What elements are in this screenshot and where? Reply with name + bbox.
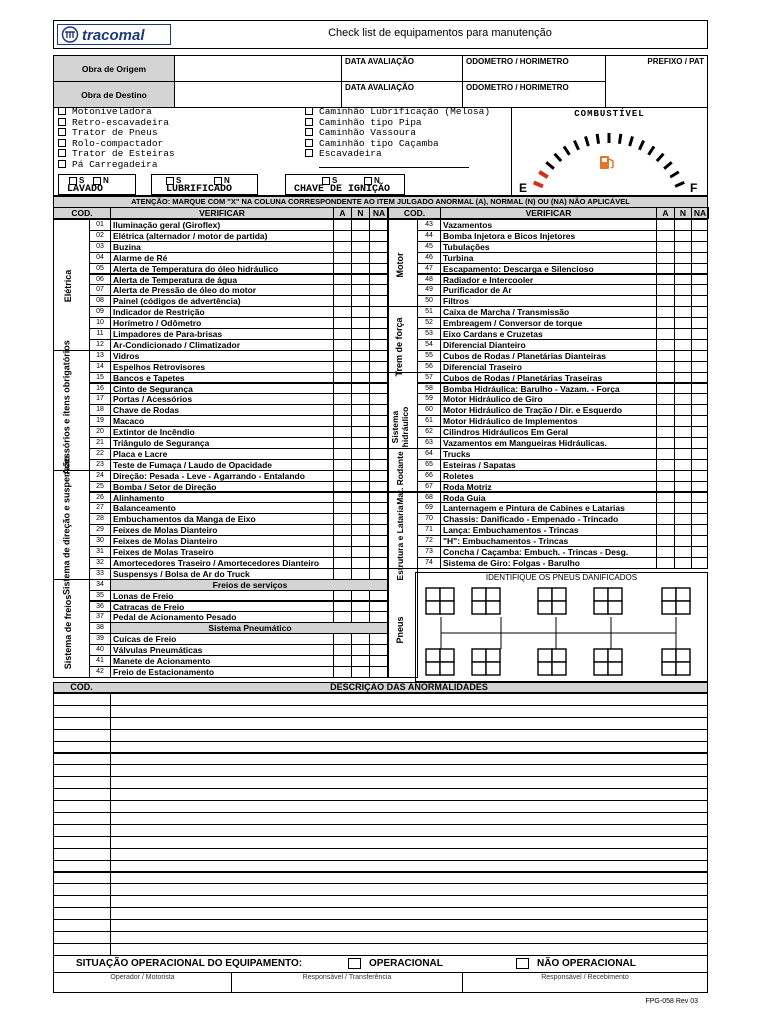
- fuel-gauge-box: [511, 107, 708, 196]
- item-code: 55: [417, 350, 441, 362]
- tire-box: [538, 649, 566, 675]
- item-code: 13: [89, 350, 111, 362]
- gauge-tick: [546, 162, 554, 168]
- gauge-tick: [639, 141, 643, 150]
- item-code: 63: [417, 437, 441, 449]
- lavado-s-label: S: [79, 176, 85, 185]
- tire-box: [662, 588, 690, 614]
- equipment-checkbox[interactable]: [58, 128, 66, 136]
- item-label: Limpadores de Para-brisas: [110, 328, 334, 340]
- group-trem: Trem de força: [394, 317, 404, 377]
- odometro-origem-field[interactable]: [462, 55, 606, 82]
- column-header: A: [656, 207, 675, 219]
- item-code: 10: [89, 317, 111, 329]
- item-code: 09: [89, 306, 111, 318]
- equipment-checkbox[interactable]: [58, 118, 66, 126]
- anomaly-description-field[interactable]: [110, 943, 708, 956]
- check-n[interactable]: [674, 557, 692, 569]
- chave-s-label: S: [332, 176, 338, 185]
- item-code: 07: [89, 284, 111, 296]
- signature-recebimento[interactable]: [462, 972, 708, 993]
- sig3-label: Responsável / Recebimento: [541, 974, 629, 981]
- nao-operacional-label: NÃO OPERACIONAL: [537, 958, 636, 970]
- item-code: 38: [89, 622, 111, 634]
- item-label: Caixa de Marcha / Transmissão: [440, 306, 657, 318]
- item-code: 61: [417, 415, 441, 427]
- item-code: 40: [89, 644, 111, 656]
- item-code: 47: [417, 263, 441, 275]
- item-code: 37: [89, 611, 111, 623]
- column-header: COD.: [388, 207, 441, 219]
- item-code: 74: [417, 557, 441, 569]
- equipment-checkbox[interactable]: [305, 149, 313, 157]
- item-label: Manete de Acionamento: [110, 655, 334, 667]
- lubrificado-n-label: N: [224, 176, 230, 185]
- group-direcao: Sistema de direção e suspensão: [61, 455, 72, 596]
- item-label: Vazamentos: [440, 219, 657, 231]
- lavado-group: [58, 174, 136, 195]
- equipment-label: Trator de Pneus: [72, 127, 158, 138]
- odometro-destino-field[interactable]: [462, 81, 606, 108]
- item-label: Catracas de Freio: [110, 601, 334, 613]
- item-code: 20: [89, 426, 111, 438]
- item-code: 30: [89, 535, 111, 547]
- item-code: 45: [417, 241, 441, 253]
- prefixo-label: PREFIXO / PAT: [647, 57, 704, 66]
- item-code: 59: [417, 393, 441, 405]
- item-label: Cubos de Rodas / Planetárias Traseiras: [440, 372, 657, 384]
- item-label: Embuchamentos da Manga de Eixo: [110, 513, 334, 525]
- column-header: NA: [691, 207, 709, 219]
- page-title: Check list de equipamentos para manutenção: [328, 27, 552, 39]
- item-label: Indicador de Restrição: [110, 306, 334, 318]
- gauge-tick: [630, 136, 633, 146]
- item-code: 70: [417, 513, 441, 525]
- item-code: 52: [417, 317, 441, 329]
- item-code: 33: [89, 568, 111, 580]
- item-label: Escapamento: Descarga e Silencioso: [440, 263, 657, 275]
- item-label: Triângulo de Segurança: [110, 437, 334, 449]
- item-code: 50: [417, 295, 441, 307]
- item-code: 03: [89, 241, 111, 253]
- item-label: Bomba / Setor de Direção: [110, 481, 334, 493]
- chave-group: [285, 174, 405, 195]
- gauge-tick: [539, 172, 548, 177]
- item-label: Alerta de Temperatura de água: [110, 274, 334, 286]
- group-hidraulico: Sistema hidráulico: [390, 406, 410, 448]
- item-label: Bancos e Tapetes: [110, 372, 334, 384]
- column-header: VERIFICAR: [440, 207, 657, 219]
- anomaly-code-field[interactable]: [53, 943, 111, 956]
- tires-title: IDENTIFIQUE OS PNEUS DANIFICADOS: [485, 573, 638, 582]
- item-label: Suspensys / Bolsa de Ar do Truck: [110, 568, 334, 580]
- fuel-full-label: F: [690, 181, 698, 195]
- item-code: 26: [89, 492, 111, 504]
- item-label: Alinhamento: [110, 492, 334, 504]
- item-label: Freios de serviços: [110, 579, 388, 591]
- equipment-label: Caminhão tipo Caçamba: [319, 137, 439, 149]
- equipment-checkbox[interactable]: [58, 160, 66, 168]
- column-header: COD.: [53, 207, 111, 219]
- equipment-label: Escavadeira: [319, 148, 382, 159]
- item-code: 04: [89, 252, 111, 264]
- item-label: Lança: Embuchamentos - Trincas: [440, 524, 657, 536]
- item-label: Bomba Hidráulica: Barulho - Vazam. - Força: [440, 383, 657, 395]
- item-code: 69: [417, 502, 441, 514]
- chave-n-label: N: [374, 176, 380, 185]
- column-header: VERIFICAR: [110, 207, 334, 219]
- item-code: 43: [417, 219, 441, 231]
- item-code: 65: [417, 459, 441, 471]
- origem-input[interactable]: [174, 55, 342, 82]
- item-label: Ar-Condicionado / Climatizador: [110, 339, 334, 351]
- item-label: Alerta de Pressão de óleo do motor: [110, 284, 334, 296]
- item-code: 25: [89, 481, 111, 493]
- item-label: Macaco: [110, 415, 334, 427]
- gauge-tick: [675, 182, 684, 186]
- tire-box: [662, 649, 690, 675]
- item-label: Chave de Rodas: [110, 404, 334, 416]
- item-code: 15: [89, 372, 111, 384]
- item-label: Diferencial Traseiro: [440, 361, 657, 373]
- equipment-list-left: [58, 107, 288, 170]
- odometro-label-1: ODOMETRO / HORIMETRO: [466, 57, 569, 66]
- item-code: 42: [89, 666, 111, 678]
- origem-label-cell: [53, 55, 175, 82]
- item-code: 32: [89, 557, 111, 569]
- item-code: 14: [89, 361, 111, 373]
- column-header: N: [674, 207, 692, 219]
- odometro-label-2: ODOMETRO / HORIMETRO: [466, 83, 569, 92]
- item-code: 06: [89, 274, 111, 286]
- item-label: Elétrica (alternador / motor de partida): [110, 230, 334, 242]
- group-rodante: Mat. Rodante: [395, 451, 405, 505]
- item-label: Roda Motriz: [440, 481, 657, 493]
- form-code: FPG-058 Rev 03: [645, 998, 698, 1005]
- gauge-tick: [649, 146, 654, 154]
- item-code: 60: [417, 404, 441, 416]
- column-header: N: [351, 207, 370, 219]
- equipment-label: Pá Carregadeira: [72, 158, 158, 170]
- item-label: Buzina: [110, 241, 334, 253]
- item-code: 73: [417, 546, 441, 558]
- item-label: Trucks: [440, 448, 657, 460]
- item-code: 01: [89, 219, 111, 231]
- item-code: 12: [89, 339, 111, 351]
- gauge-tick: [664, 162, 672, 168]
- operacional-label: OPERACIONAL: [369, 958, 443, 970]
- item-code: 62: [417, 426, 441, 438]
- item-label: Feixes de Molas Dianteiro: [110, 535, 334, 547]
- item-label: Vidros: [110, 350, 334, 362]
- item-code: 19: [89, 415, 111, 427]
- item-code: 21: [89, 437, 111, 449]
- equipment-label: [319, 160, 469, 168]
- item-code: 66: [417, 470, 441, 482]
- item-label: Feixes de Molas Dianteiro: [110, 524, 334, 536]
- tire-box: [426, 649, 454, 675]
- equipment-label: Caminhão Lubrificação (Melosa): [319, 106, 491, 117]
- data-label-2: DATA AVALIAÇÃO: [345, 83, 415, 92]
- item-code: 56: [417, 361, 441, 373]
- item-code: 34: [89, 579, 111, 591]
- tire-box: [594, 649, 622, 675]
- item-code: 36: [89, 601, 111, 613]
- item-code: 49: [417, 284, 441, 296]
- item-code: 54: [417, 339, 441, 351]
- gauge-tick: [555, 154, 562, 161]
- item-code: 39: [89, 633, 111, 645]
- item-code: 41: [89, 655, 111, 667]
- item-code: 51: [417, 306, 441, 318]
- item-code: 67: [417, 481, 441, 493]
- lubrificado-label: LUBRIFICADO: [166, 184, 233, 195]
- fuel-gauge-icon[interactable]: [512, 120, 707, 196]
- item-label: Radiador e Intercooler: [440, 274, 657, 286]
- item-label: Espelhos Retrovisores: [110, 361, 334, 373]
- check-n[interactable]: [351, 666, 370, 678]
- data-label-1: DATA AVALIAÇÃO: [345, 57, 415, 66]
- equipment-option[interactable]: [305, 149, 515, 160]
- item-code: 05: [89, 263, 111, 275]
- lubrificado-group: [151, 174, 258, 195]
- tire-box: [426, 588, 454, 614]
- logo-text: tracomal: [82, 27, 145, 44]
- equipment-label: Caminhão Vassoura: [319, 127, 416, 138]
- origem-label: Obra de Origem: [81, 64, 147, 74]
- item-label: Válvulas Pneumáticas: [110, 644, 334, 656]
- equipment-checkbox[interactable]: [305, 107, 313, 115]
- item-code: 58: [417, 383, 441, 395]
- fuel-pump-icon: [600, 156, 613, 169]
- equipment-checkbox[interactable]: [58, 149, 66, 157]
- equipment-option[interactable]: [58, 160, 288, 171]
- lavado-n-label: N: [103, 176, 109, 185]
- item-code: 57: [417, 372, 441, 384]
- check-a[interactable]: [656, 557, 675, 569]
- item-code: 16: [89, 383, 111, 395]
- item-label: Concha / Caçamba: Embuch. - Trincas - Desg.: [440, 546, 657, 558]
- item-code: 31: [89, 546, 111, 558]
- item-code: 24: [89, 470, 111, 482]
- item-code: 72: [417, 535, 441, 547]
- item-code: 71: [417, 524, 441, 536]
- attention-text: ATENÇÃO: MARQUE COM "X" NA COLUNA CORRESPONDENTE AO ITEM JULGADO ANORMAL (A), NORMAL (N) OU (NA) NÃO APLICÁVEL: [131, 197, 630, 206]
- equipment-label: Rolo-compactador: [72, 137, 164, 149]
- group-pneus: Pneus: [395, 616, 405, 644]
- item-code: 35: [89, 590, 111, 602]
- check-na[interactable]: [691, 557, 708, 569]
- destino-label: Obra de Destino: [81, 90, 147, 100]
- operacional-checkbox[interactable]: [348, 958, 361, 969]
- column-header: NA: [369, 207, 389, 219]
- equipment-option[interactable]: [305, 160, 515, 171]
- item-code: 53: [417, 328, 441, 340]
- check-na[interactable]: [369, 666, 388, 678]
- item-label: Freio de Estacionamento: [110, 666, 334, 678]
- gauge-tick: [574, 141, 578, 150]
- gauge-tick: [586, 136, 589, 146]
- item-label: Diferencial Dianteiro: [440, 339, 657, 351]
- sig1-label: Operador / Motorista: [110, 974, 175, 981]
- item-code: 68: [417, 492, 441, 504]
- gauge-tick: [534, 182, 543, 186]
- group-acessorios: Acessórios e itens obrigatórios: [61, 340, 72, 475]
- item-label: Esteiras / Sapatas: [440, 459, 657, 471]
- item-label: Turbina: [440, 252, 657, 264]
- group-eletrica: Elétrica: [63, 269, 73, 303]
- chave-label: CHAVE DE IGNIÇÃO: [294, 184, 391, 195]
- equipment-list-right: [305, 107, 515, 170]
- item-label: Eixo Cardans e Cruzetas: [440, 328, 657, 340]
- item-code: 17: [89, 393, 111, 405]
- fuel-title: COMBUSTÍVEL: [574, 109, 645, 119]
- item-label: Sistema Pneumático: [110, 622, 388, 634]
- lubrificado-s-label: S: [176, 176, 182, 185]
- destino-input[interactable]: [174, 81, 342, 108]
- equipment-checkbox[interactable]: [305, 118, 313, 126]
- item-label: Purificador de Ar: [440, 284, 657, 296]
- tire-box: [538, 588, 566, 614]
- prefixo-field[interactable]: [605, 55, 708, 108]
- item-code: 22: [89, 448, 111, 460]
- gauge-tick: [564, 146, 569, 154]
- equipment-checkbox[interactable]: [305, 128, 313, 136]
- tracomal-logo-icon: [57, 24, 171, 45]
- item-label: Sistema de Giro: Folgas - Barulho: [440, 557, 657, 569]
- lavado-label: LAVADO: [67, 184, 104, 195]
- item-label: Alerta de Temperatura do óleo hidráulico: [110, 263, 334, 275]
- item-code: 64: [417, 448, 441, 460]
- item-label: Roletes: [440, 470, 657, 482]
- item-label: Cinto de Segurança: [110, 383, 334, 395]
- gauge-tick: [657, 154, 664, 161]
- tire-box: [594, 588, 622, 614]
- item-label: Portas / Acessórios: [110, 393, 334, 405]
- data-origem-field[interactable]: [341, 55, 463, 82]
- anomalies-cod-header: COD.: [70, 682, 93, 692]
- sig2-label: Responsável / Transferência: [302, 974, 392, 981]
- item-code: 28: [89, 513, 111, 525]
- item-label: Lanternagem e Pintura de Cabines e Latarias: [440, 502, 657, 514]
- item-code: 44: [417, 230, 441, 242]
- item-label: Tubulações: [440, 241, 657, 253]
- logo: [57, 24, 171, 45]
- situacao-label: SITUAÇÃO OPERACIONAL DO EQUIPAMENTO:: [76, 958, 303, 969]
- item-label: Cuícas de Freio: [110, 633, 334, 645]
- tire-box: [472, 588, 500, 614]
- item-label: Amortecedores Traseiro / Amortecedores Dianteiro: [110, 557, 334, 569]
- equipment-label: Trator de Esteiras: [72, 148, 175, 159]
- item-label: Cilindros Hidráulicos Em Geral: [440, 426, 657, 438]
- item-label: Feixes de Molas Traseiro: [110, 546, 334, 558]
- data-destino-field[interactable]: [341, 81, 463, 108]
- item-label: Iluminação geral (Giroflex): [110, 219, 334, 231]
- item-label: Motor Hidráulico de Giro: [440, 393, 657, 405]
- item-label: Teste de Fumaça / Laudo de Opacidade: [110, 459, 334, 471]
- item-code: 08: [89, 295, 111, 307]
- item-code: 29: [89, 524, 111, 536]
- item-code: 48: [417, 274, 441, 286]
- item-label: "H": Embuchamentos - Trincas: [440, 535, 657, 547]
- group-freios: Sistema de freios: [63, 594, 73, 670]
- equipment-label: Retro-escavadeira: [72, 116, 169, 128]
- gauge-tick: [670, 172, 679, 177]
- equipment-checkbox[interactable]: [305, 139, 313, 147]
- tires-area: [415, 572, 708, 682]
- tire-diagram-icon[interactable]: [416, 583, 707, 681]
- item-label: Painel (códigos de advertência): [110, 295, 334, 307]
- item-label: Filtros: [440, 295, 657, 307]
- gauge-tick: [597, 134, 598, 144]
- item-label: Chassis: Danificado - Empenado - Trincado: [440, 513, 657, 525]
- item-label: Motor Hidráulico de Tração / Dir. e Esquerdo: [440, 404, 657, 416]
- signature-transferencia[interactable]: [231, 972, 463, 993]
- item-label: Horímetro / Odômetro: [110, 317, 334, 329]
- check-a[interactable]: [333, 666, 352, 678]
- group-estrutura: Estrutura e Lataria: [395, 505, 405, 581]
- item-code: 02: [89, 230, 111, 242]
- item-label: Bomba Injetora e Bicos Injetores: [440, 230, 657, 242]
- equipment-label: Motoniveladora: [72, 106, 152, 117]
- item-code: 27: [89, 502, 111, 514]
- item-code: 46: [417, 252, 441, 264]
- group-motor: Motor: [395, 252, 405, 278]
- item-label: Motor Hidráulico de Implementos: [440, 415, 657, 427]
- fuel-empty-label: E: [519, 181, 528, 195]
- tire-box: [472, 649, 500, 675]
- nao-operacional-checkbox[interactable]: [516, 958, 529, 969]
- equipment-label: Caminhão tipo Pipa: [319, 116, 422, 128]
- item-label: Cubos de Rodas / Planetárias Dianteiras: [440, 350, 657, 362]
- item-label: Extintor de Incêndio: [110, 426, 334, 438]
- item-code: 18: [89, 404, 111, 416]
- destino-label-cell: [53, 81, 175, 108]
- item-code: 23: [89, 459, 111, 471]
- item-label: Pedal de Acionamento Pesado: [110, 611, 334, 623]
- anomalies-title: DESCRIÇÃO DAS ANORMALIDADES: [330, 682, 488, 692]
- item-label: Balanceamento: [110, 502, 334, 514]
- item-label: Vazamentos em Mangueiras Hidráulicas.: [440, 437, 657, 449]
- item-label: Placa e Lacre: [110, 448, 334, 460]
- signature-operador[interactable]: [53, 972, 232, 993]
- column-header: A: [333, 207, 352, 219]
- gauge-tick: [619, 134, 620, 144]
- item-label: Embreagem / Conversor de torque: [440, 317, 657, 329]
- equipment-checkbox[interactable]: [58, 139, 66, 147]
- equipment-checkbox[interactable]: [58, 107, 66, 115]
- item-code: 11: [89, 328, 111, 340]
- item-label: Roda Guia: [440, 492, 657, 504]
- item-label: Alarme de Ré: [110, 252, 334, 264]
- item-label: Direção: Pesada - Leve - Agarrando - Entalando: [110, 470, 334, 482]
- item-label: Lonas de Freio: [110, 590, 334, 602]
